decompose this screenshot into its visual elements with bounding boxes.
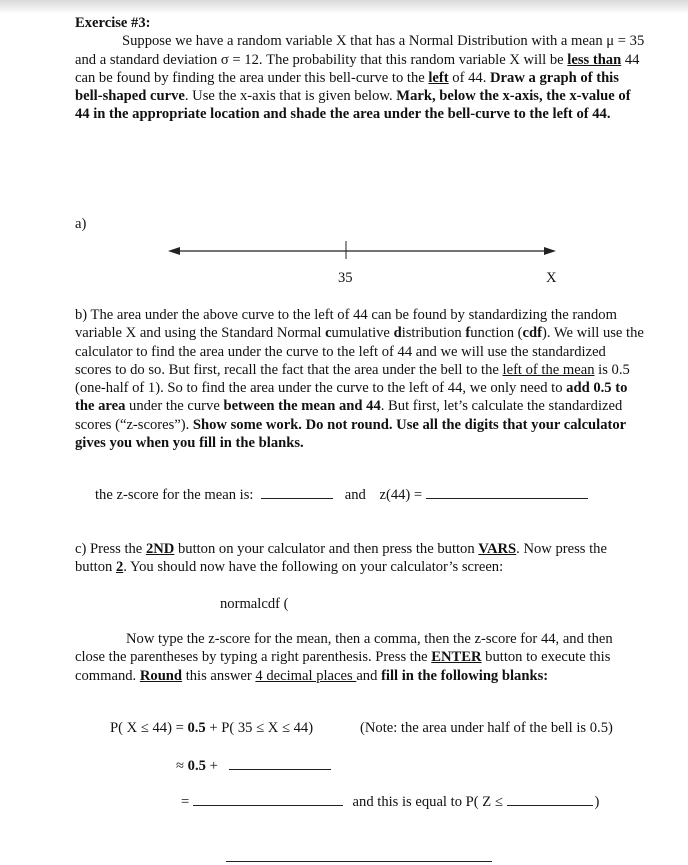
part-b-between: between the mean and 44 — [223, 398, 381, 415]
part-c-fill-blanks: fill in the following blanks: — [381, 667, 549, 684]
equation-3 — [181, 793, 599, 811]
equation-note: (Note: the area under half of the bell is 0.5) — [360, 720, 613, 736]
zscore-mean-blank[interactable] — [261, 486, 333, 499]
zscore-44-label: z(44) = — [379, 487, 423, 503]
eq2-blank[interactable] — [229, 757, 331, 770]
part-b-paragraph — [75, 306, 645, 452]
part-b-add-half: add 0.5 to the area — [75, 380, 628, 415]
intro-draw-graph: Draw a graph of this bell-shaped curve — [75, 69, 619, 105]
eq3-blank[interactable] — [193, 793, 343, 806]
x-axis-right-arrow — [544, 247, 556, 255]
eq2-plus: + — [205, 758, 218, 774]
worksheet-page — [75, 14, 645, 124]
intro-less-than: less than — [567, 51, 622, 68]
intro-paragraph — [75, 32, 645, 123]
eq3-z-blank[interactable] — [507, 793, 593, 806]
part-b-cdf: cdf — [522, 325, 542, 342]
part-b-d: d — [393, 325, 402, 342]
part-b-text-5: ). We will use the calculator to find the area under the curve to the left of 44 and we will use the standardized scores to do so. But first, recall the fact that the area under the bell to the — [75, 325, 644, 378]
part-c-enter: ENTER — [431, 649, 482, 666]
part-c-paragraph — [75, 540, 645, 577]
mean-tick-label: 35 — [338, 270, 353, 286]
x-axis-label: X — [546, 270, 557, 286]
zscore-44-blank[interactable] — [426, 486, 588, 499]
eq2-half: 0.5 — [187, 758, 206, 774]
calculator-screen-text: normalcdf ( — [220, 596, 289, 612]
part-c-p2-text-1: Now type the z-score for the mean, then a comma, then the z-score for 44, and then close the parentheses by typing a right parenthesis. Press the — [75, 631, 613, 666]
part-b-f: f — [465, 325, 471, 342]
part-c-p2-text-2: button to execute this command. — [75, 649, 611, 684]
eq1-rest: + P( 35 ≤ X ≤ 44) — [205, 720, 314, 736]
part-c-p2-text-4: and — [356, 667, 382, 684]
intro-text-4: . Use the x-axis that is given below. — [184, 88, 397, 105]
intro-text-3: of 44. — [448, 69, 490, 86]
eq3-equals: = — [181, 794, 190, 810]
part-c-2nd: 2ND — [145, 541, 175, 557]
eq2-approx: ≈ — [176, 758, 188, 774]
part-b-text-8: . But first, let’s calculate the standardized scores (“z-scores”). — [75, 398, 623, 433]
part-a-label: a) — [75, 216, 87, 232]
x-axis-graph — [160, 230, 560, 260]
intro-text-2: 44 can be found by finding the area under this bell-curve to the — [75, 51, 640, 86]
bottom-answer-line[interactable] — [226, 861, 492, 862]
part-b-text-6: is 0.5 (one-half of 1). So to find the area under the curve to the left of 44, we only need to — [75, 361, 630, 397]
part-b-text-3: istribution — [401, 325, 466, 342]
part-c-vars: VARS — [478, 541, 517, 557]
equation-1 — [110, 720, 313, 737]
intro-text-1: Suppose we have a random variable X that has a Normal Distribution with a mean μ = 35 and a standard deviation σ = 12. The probability that this random variable X will be — [75, 33, 645, 68]
part-b-text-1: b) The area under the above curve to the left of 44 can be found by standardizing the random variable X and using the Standard Normal — [75, 307, 617, 342]
part-c-p2-text-3: this answer — [182, 667, 256, 684]
part-b-text-2: umulative — [331, 325, 394, 342]
zscore-mean-label: the z-score for the mean is: — [95, 487, 254, 503]
part-c-text-4: . You should now have the following on your calculator’s screen: — [123, 559, 504, 576]
part-c-instructions — [75, 630, 645, 685]
intro-left: left — [428, 69, 449, 86]
part-c-text-1: c) Press the — [75, 541, 146, 557]
part-c-text-3: . Now press the button — [75, 541, 607, 576]
eq3-close-paren: ) — [594, 794, 600, 810]
part-b-left-of-mean: left of the mean — [502, 361, 595, 378]
eq3-and-text: and this is equal to P( Z ≤ — [352, 794, 503, 810]
eq1-lhs: P( X ≤ 44) = — [110, 720, 188, 736]
part-c-round: Round — [139, 667, 183, 684]
zscore-line — [95, 486, 588, 504]
part-c-2: 2 — [115, 559, 124, 576]
part-b-text-4: unction ( — [470, 325, 523, 342]
part-b-show-work: Show some work. Do not round. Use all the digits that your calculator gives you when you fill in the blanks. — [75, 416, 626, 452]
part-c-text-2: button on your calculator and then press the button — [174, 541, 479, 557]
exercise-title: Exercise #3: — [75, 15, 151, 31]
equation-2 — [176, 757, 331, 775]
part-c-decimal-places: 4 decimal places — [255, 667, 357, 684]
intro-mark-instruction: Mark, below the x-axis, the x-value of 44 in the appropriate location and shade the area under the bell-curve to the left of 44. — [75, 88, 631, 123]
part-b-c: c — [325, 325, 332, 342]
eq1-half: 0.5 — [187, 720, 206, 736]
x-axis-left-arrow — [168, 247, 180, 255]
part-b-text-7: under the curve — [125, 398, 224, 415]
top-shadow — [0, 0, 688, 14]
zscore-and: and — [344, 487, 366, 503]
